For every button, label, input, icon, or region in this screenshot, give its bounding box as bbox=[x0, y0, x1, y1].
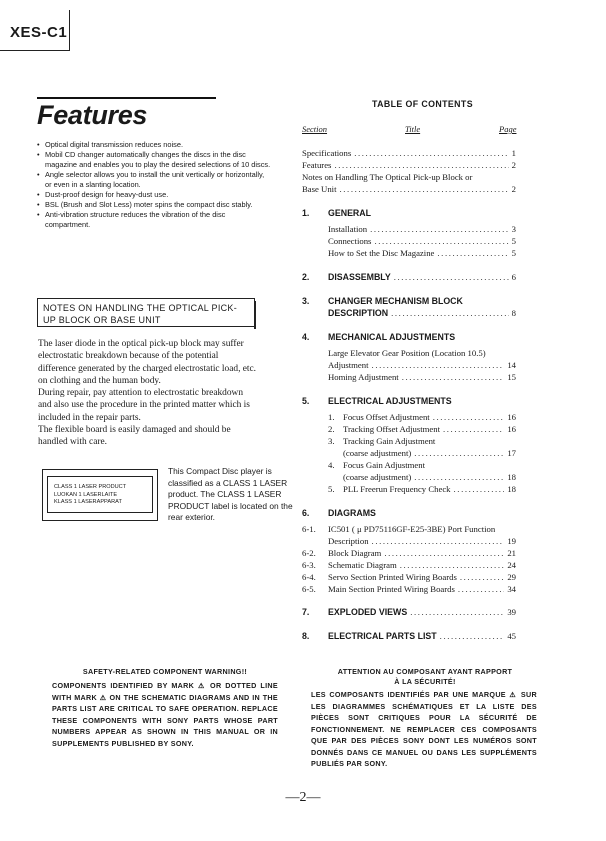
toc-col-page: Page bbox=[499, 124, 517, 134]
toc-item-number: 6-3. bbox=[302, 560, 316, 570]
toc-entry-line1: IC501 ( μ PD75116GF-E25-3BE) Port Function bbox=[328, 524, 496, 534]
toc-entry: Base Unit ..... 2 bbox=[302, 184, 516, 194]
toc-entry: Focus Offset Adjustment ..... 16 bbox=[343, 412, 516, 422]
toc-section-entry: DISASSEMBLY ..... 6 bbox=[328, 272, 516, 282]
toc-entry-line1: Focus Gain Adjustment bbox=[343, 460, 426, 470]
notes-box-shadow bbox=[254, 301, 256, 329]
safety-warning-heading: SAFETY-RELATED COMPONENT WARNING!! bbox=[82, 667, 248, 676]
laser-label-line: CLASS 1 LASER PRODUCT bbox=[54, 484, 127, 490]
toc-col-title: Title bbox=[405, 124, 421, 134]
notes-heading-box bbox=[37, 298, 255, 327]
toc-entry: Block Diagram ..... 21 bbox=[328, 548, 516, 558]
laser-caption: This Compact Disc player is classified as a CLASS 1 LASER product. The CLASS 1 LASER PRODUCT label is located on the rear exterior. bbox=[168, 466, 293, 522]
toc-entry-line1: Large Elevator Gear Position (Location 10.5) bbox=[328, 348, 486, 358]
toc-item-number: 6-2. bbox=[302, 548, 316, 558]
toc-entry: (coarse adjustment) ..... 17 bbox=[343, 448, 516, 458]
features-rule bbox=[37, 97, 216, 99]
notes-heading: NOTES ON HANDLING THE OPTICAL PICK-UP BLOCK OR BASE UNIT bbox=[43, 303, 238, 325]
feature-item: • Mobil CD changer automatically changes the discs in the disc magazine and enables you to play the desired selections of 10 discs. bbox=[37, 150, 272, 170]
toc-item-number: 1. bbox=[328, 412, 335, 422]
attention-heading-line1: ATTENTION AU COMPOSANT AYANT RAPPORT bbox=[337, 667, 513, 676]
feature-item: • Angle selector allows you to install the unit vertically or horizontally, or even in a slanting location. bbox=[37, 170, 272, 190]
toc-section-number: 7. bbox=[302, 607, 310, 617]
feature-item: • BSL (Brush and Slot Less) moter spins the compact disc stably. bbox=[37, 200, 272, 210]
toc-section-number: 5. bbox=[302, 396, 310, 406]
toc-section-number: 1. bbox=[302, 208, 310, 218]
toc-section-number: 2. bbox=[302, 272, 310, 282]
features-title: Features bbox=[37, 100, 148, 130]
toc-entry: Description ..... 19 bbox=[328, 536, 516, 546]
toc-item-number: 6-5. bbox=[302, 584, 316, 594]
toc-section-title: GENERAL bbox=[328, 208, 372, 218]
toc-section-number: 6. bbox=[302, 508, 310, 518]
toc-entry: Schematic Diagram ..... 24 bbox=[328, 560, 516, 570]
toc-section-title: DIAGRAMS bbox=[328, 508, 376, 518]
toc-entry: Tracking Offset Adjustment ..... 16 bbox=[343, 424, 516, 434]
toc-entry: (coarse adjustment) ..... 18 bbox=[343, 472, 516, 482]
laser-label-line: KLASS 1 LASERAPPARAT bbox=[54, 499, 122, 506]
toc-entry: Features ..... 2 bbox=[302, 160, 516, 170]
toc-entry: How to Set the Disc Magazine ..... 5 bbox=[328, 248, 516, 258]
safety-warning-body: COMPONENTS IDENTIFIED BY MARK ⚠ OR DOTTED LINE WITH MARK ⚠ ON THE SCHEMATIC DIAGRAMS AND IN THE PARTS LIST ARE CRITICAL TO SAFE OPERATION. REPLACE THESE COMPONENTS WITH SONY PARTS WHOSE PART NUMBERS APPEAR AS SHOWN IN THIS MANUAL OR IN SUPPLEMENTS PUBLISHED BY SONY. bbox=[52, 681, 278, 748]
toc-section-number: 3. bbox=[302, 296, 310, 306]
toc-entry: Main Section Printed Wiring Boards ..... 34 bbox=[328, 584, 516, 594]
toc-entry: Installation ..... 3 bbox=[328, 224, 516, 234]
laser-label bbox=[47, 476, 153, 513]
features-list bbox=[37, 140, 272, 230]
laser-label-line: LUOKAN 1 LASERLAITE bbox=[54, 491, 118, 498]
toc-item-number: 5. bbox=[328, 484, 335, 494]
feature-item: • Dust-proof design for heavy-dust use. bbox=[37, 190, 272, 200]
header-divider-horizontal bbox=[0, 50, 70, 51]
attention-body: LES COMPOSANTS IDENTIFIÉS PAR UNE MARQUE ⚠ SUR LES DIAGRAMMES SCHÉMATIQUES ET LA LISTE DES PIÈCES SONT CRITIQUES POUR LA SÉCURITÉ DE FONCTIONNEMENT. NE REMPLACER CES COMPOSANTS QUE PAR DES PIÈCES SONY DONT LES NUMÉROS SONT DONNÉS DANS CE MANUEL OU DANS LES SUPPLÉMENTS PUBLIÉS PAR SONY. bbox=[311, 690, 537, 768]
header-divider-vertical bbox=[69, 10, 70, 50]
toc-item-number: 6-1. bbox=[302, 524, 316, 534]
notes-paragraph: The laser diode in the optical pick-up block may suffer electrostatic breakdown because of the potential difference generated by the charged electrostatic load, etc. on clothing and the human body. bbox=[38, 339, 257, 386]
toc-entry-line1: Tracking Gain Adjustment bbox=[343, 436, 436, 446]
toc-section-title-line1: CHANGER MECHANISM BLOCK bbox=[328, 296, 463, 306]
toc-entry: Connections ..... 5 bbox=[328, 236, 516, 246]
toc-section-entry: ELECTRICAL PARTS LIST ..... 45 bbox=[328, 631, 516, 641]
toc-entry-line1: Notes on Handling The Optical Pick-up Block or bbox=[302, 172, 473, 182]
toc-entry: Servo Section Printed Wiring Boards ..... 29 bbox=[328, 572, 516, 582]
toc-item-number: 4. bbox=[328, 460, 335, 470]
toc-item-number: 2. bbox=[328, 424, 335, 434]
toc-col-section: Section bbox=[302, 124, 328, 134]
model-number: XES-C1 bbox=[10, 24, 68, 41]
toc-item-number: 3. bbox=[328, 436, 335, 446]
toc-entry: Homing Adjustment ..... 15 bbox=[328, 372, 516, 382]
toc-section-number: 8. bbox=[302, 631, 310, 641]
toc-item-number: 6-4. bbox=[302, 572, 316, 582]
attention-heading-line2: À LA SÉCURITÉ! bbox=[394, 677, 456, 686]
toc-section-entry: DESCRIPTION ..... 8 bbox=[328, 308, 516, 318]
feature-item: • Anti-vibration structure reduces the vibration of the disc compartment. bbox=[37, 210, 272, 230]
notes-body bbox=[38, 338, 258, 449]
notes-paragraph: The flexible board is easily damaged and should be handled with care. bbox=[38, 425, 231, 448]
toc-section-title: MECHANICAL ADJUSTMENTS bbox=[328, 332, 456, 342]
toc-section-number: 4. bbox=[302, 332, 310, 342]
toc-title: TABLE OF CONTENTS bbox=[372, 99, 473, 109]
notes-paragraph: During repair, pay attention to electrostatic breakdown and also use the procedure in the printed matter which is included in the repair parts. bbox=[38, 388, 250, 423]
toc-entry: Specifications ..... 1 bbox=[302, 148, 516, 158]
toc-entry: Adjustment ..... 14 bbox=[328, 360, 516, 370]
toc-section-entry: EXPLODED VIEWS ..... 39 bbox=[328, 607, 516, 617]
toc-entry: PLL Freerun Frequency Check ..... 18 bbox=[343, 484, 516, 494]
feature-item: • Optical digital transmission reduces noise. bbox=[37, 140, 272, 150]
toc-section-title: ELECTRICAL ADJUSTMENTS bbox=[328, 396, 452, 406]
page-number: —2— bbox=[285, 790, 321, 805]
